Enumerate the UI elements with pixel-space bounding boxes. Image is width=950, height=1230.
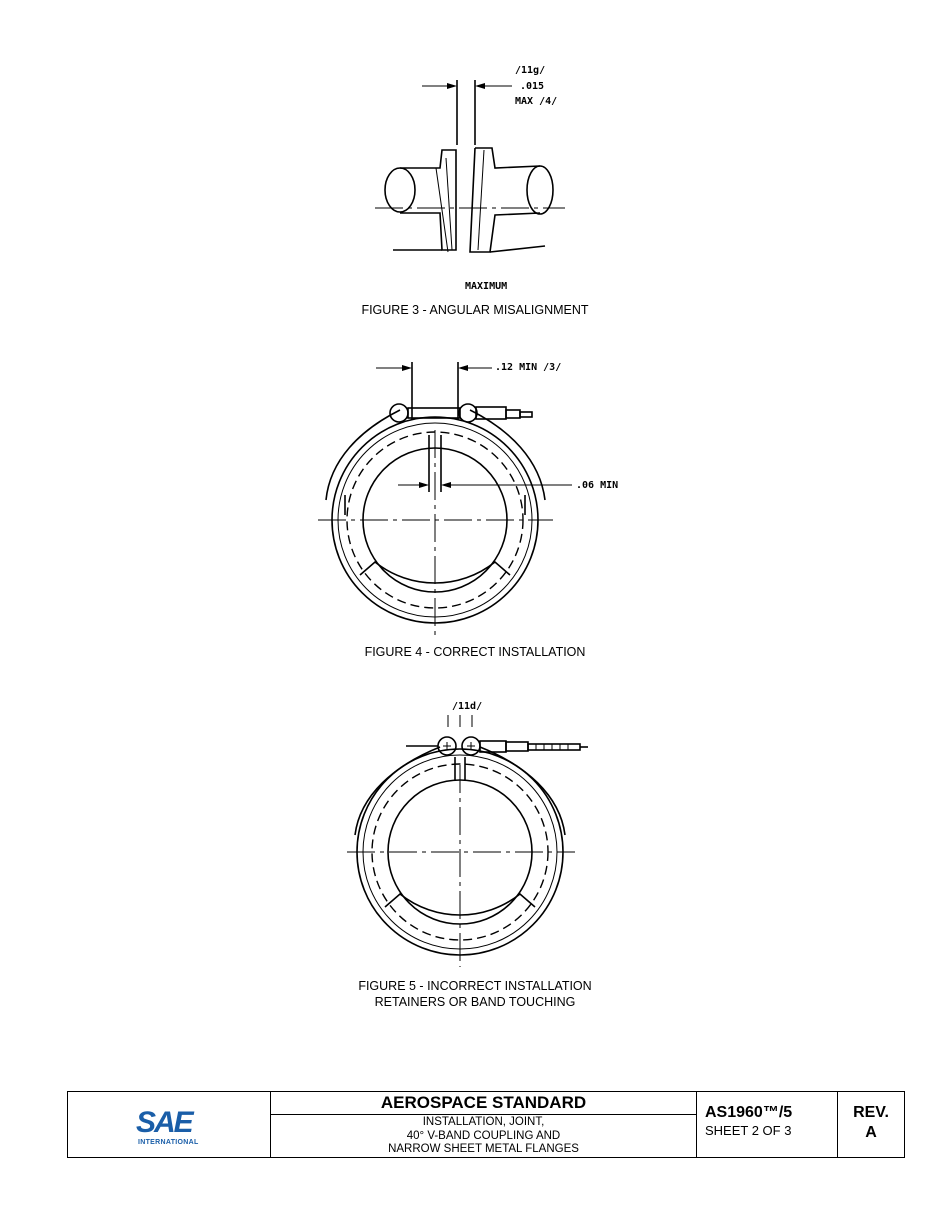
subtitle-line: INSTALLATION, JOINT, [422, 1116, 545, 1128]
figure-5-caption [0, 978, 950, 1010]
fig3-label: MAXIMUM [465, 281, 508, 292]
figure-3-caption: FIGURE 3 - ANGULAR MISALIGNMENT [361, 303, 589, 317]
figure-4-caption: FIGURE 4 - CORRECT INSTALLATION [364, 645, 586, 659]
title-block-heading: AEROSPACE STANDARD [271, 1092, 696, 1115]
title-block-subtitle [271, 1115, 696, 1157]
fig3-value: .015 [520, 81, 545, 92]
sheet-number: SHEET 2 OF 3 [705, 1123, 792, 1138]
figure-3 [0, 0, 950, 330]
revision-label: REV. [853, 1104, 889, 1121]
fig4-clearance-callout: .06 MIN [576, 480, 619, 491]
sae-logo-mark [68, 1092, 268, 1157]
document-number: AS1960™/5 [705, 1104, 793, 1121]
subtitle-line: NARROW SHEET METAL FLANGES [388, 1143, 579, 1155]
figure-5-caption-line2: RETAINERS OR BAND TOUCHING [374, 995, 576, 1009]
sae-logo [68, 1092, 271, 1157]
figure-4 [0, 340, 950, 670]
fig3-ref-bottom: MAX /4/ [515, 96, 558, 107]
figure-3-drawing [0, 0, 950, 300]
sae-logo-text: SAE [136, 1106, 192, 1139]
sae-logo-subtext: INTERNATIONAL [138, 1139, 199, 1146]
title-block-revision [838, 1092, 904, 1157]
figure-4-drawing [0, 340, 950, 640]
figure-5-caption-line1: FIGURE 5 - INCORRECT INSTALLATION [358, 979, 592, 993]
fig5-ref-callout: /11d/ [452, 701, 483, 712]
figure-5 [0, 695, 950, 1015]
figure-5-drawing [0, 695, 950, 975]
revision-value: A [865, 1124, 877, 1141]
title-block-description [271, 1092, 697, 1157]
subtitle-line: 40° V-BAND COUPLING AND [406, 1129, 561, 1142]
title-block-document [697, 1092, 838, 1157]
fig3-ref-top: /11g/ [515, 65, 546, 76]
title-block [67, 1091, 905, 1158]
fig4-gap-callout: .12 MIN /3/ [495, 362, 562, 373]
